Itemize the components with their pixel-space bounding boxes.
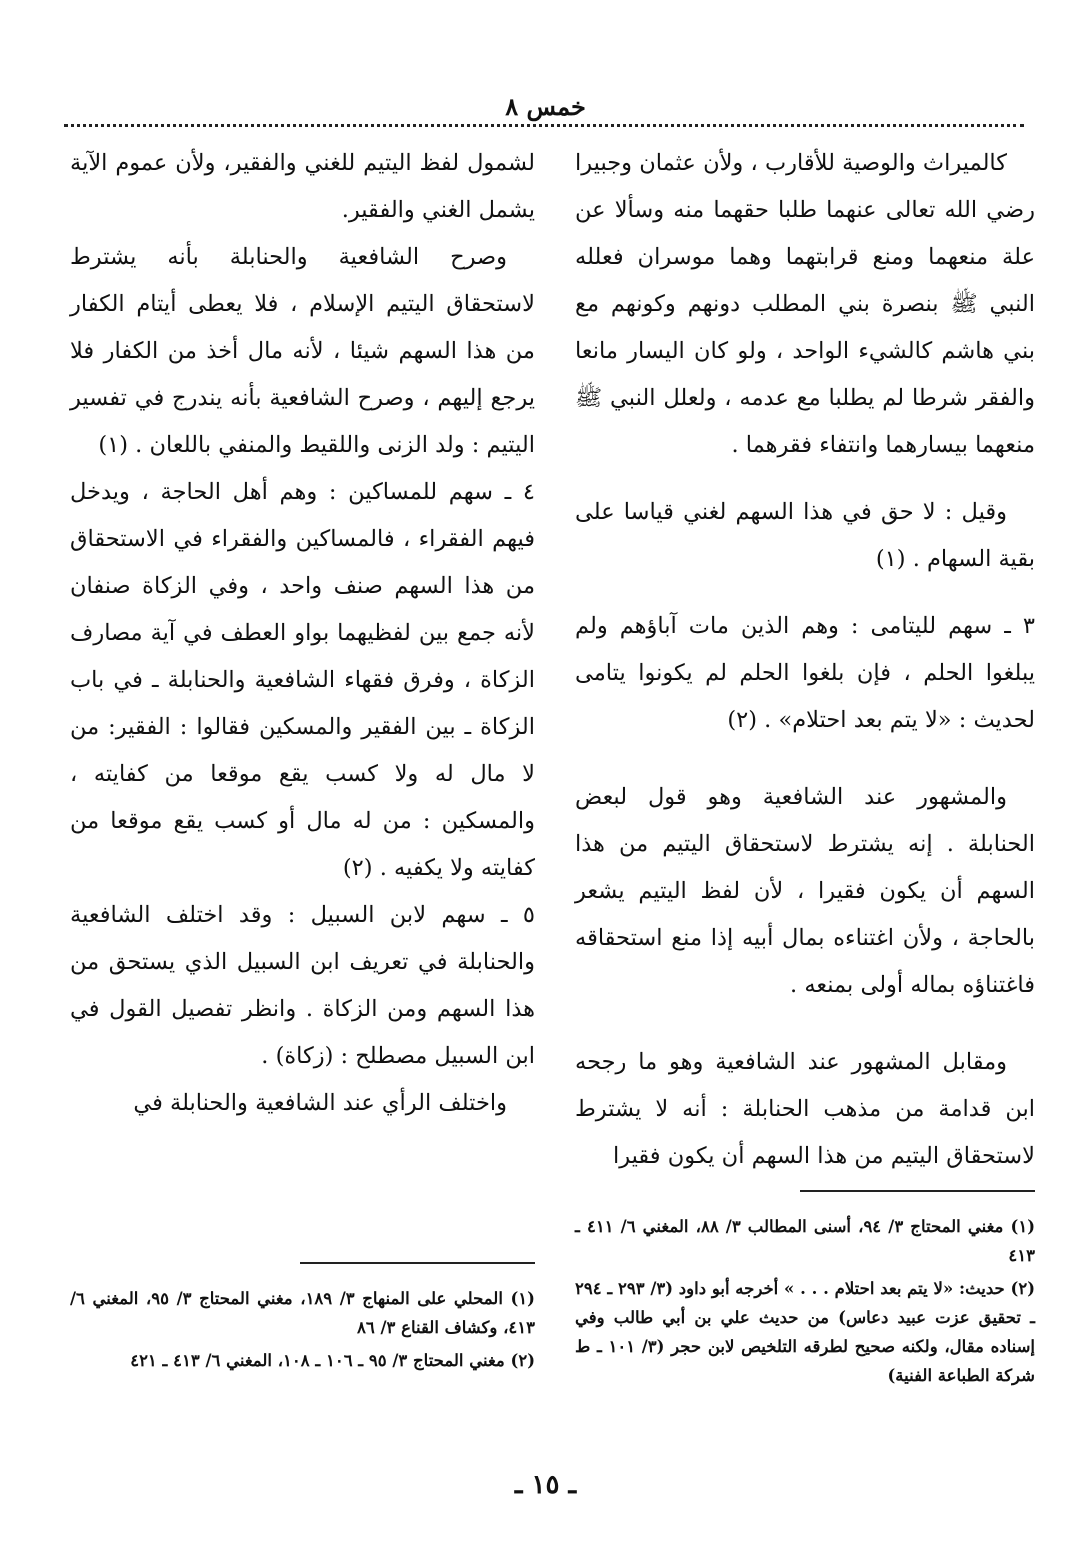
right-paragraph-3: ٣ ـ سهم لليتامى : وهم الذين مات آباؤهم ولم يبلغوا الحلم ، فإن بلغوا الحلم لم يكونوا يتامى لحديث : «لا يتم بعد احتلام» . (٢) <box>575 613 1035 733</box>
right-footnote-1: (١) مغني المحتاج ٣/ ٩٤، أسنى المطالب ٣/ ٨٨، المغني ٦/ ٤١١ ـ ٤١٣ <box>575 1217 1035 1265</box>
right-footnotes <box>575 1212 1035 1394</box>
right-footnote-2: (٢) حديث: «لا يتم بعد احتلام . . . » أخرجه أبو داود (٣/ ٢٩٣ ـ ٢٩٤ ـ تحقيق عزت عبيد دعاس) من حديث علي بن أبي طالب وفي إسناده مقال، ولكنه صحيح لطرقه التلخيص لابن حجر (٣/ ١٠١ ـ ط شركة الطباعة الفنية) <box>575 1279 1035 1385</box>
page-number: ـ ١٥ ـ <box>514 1470 577 1500</box>
left-footnotes <box>70 1284 535 1379</box>
left-paragraph-5: واختلف الرأي عند الشافعية والحنابلة في <box>133 1090 507 1116</box>
left-column <box>70 140 535 1127</box>
right-paragraph-5: ومقابل المشهور عند الشافعية وهو ما رجحه ابن قدامة من مذهب الحنابلة : أنه لا يشترط لاستحقاق اليتيم من هذا السهم أن يكون فقيرا <box>575 1049 1035 1169</box>
right-paragraph-4: والمشهور عند الشافعية وهو قول لبعض الحنابلة . إنه يشترط لاستحقاق اليتيم من هذا السهم أن يكون فقيرا ، لأن لفظ اليتيم يشعر بالحاجة ، ولأن اغتناءه بمال أبيه إذا منع استحقاقه فاغتناؤه بماله أولى بمنعه . <box>575 784 1035 998</box>
left-footnote-1: (١) المحلي على المنهاج ٣/ ١٨٩، مغني المحتاج ٣/ ٩٥، المغني ٦/ ٤١٣، وكشاف القناع ٣/ ٨٦ <box>70 1289 535 1337</box>
right-paragraph-1: كالميراث والوصية للأقارب ، ولأن عثمان وجبيرا رضي الله تعالى عنهما طلبا حقهما منه وسألا عن علة منعهما ومنع قرابتهما وهما موسران فعلله النبي ﷺ بنصرة بني المطلب دونهم وكونهم مع بني هاشم كالشيء الواحد ، ولو كان اليسار مانعا والفقر شرطا لم يطلبا مع عدمه ، ولعلل النبي ﷺ منعهما بيسارهما وانتفاء فقرهما . <box>575 150 1035 458</box>
header-dotted-rule <box>64 124 1024 127</box>
left-footnote-rule <box>300 1262 535 1264</box>
left-paragraph-3: ٤ ـ سهم للمساكين : وهم أهل الحاجة ، ويدخل فيهم الفقراء ، فالمساكين والفقراء في الاستحقاق من هذا السهم صنف واحد ، وفي الزكاة صنفان لأنه جمع بين لفظيهما بواو العطف في آية مصارف الزكاة ، وفرق فقهاء الشافعية والحنابلة ـ في باب الزكاة ـ بين الفقير والمسكين فقالوا : الفقير: من لا مال له ولا كسب يقع موقعا من كفايته ، والمسكين : من له مال أو كسب يقع موقعا من كفايته ولا يكفيه . (٢) <box>70 479 535 881</box>
right-footnote-rule <box>800 1190 1035 1192</box>
left-paragraph-2: وصرح الشافعية والحنابلة بأنه يشترط لاستحقاق اليتيم الإسلام ، فلا يعطى أيتام الكفار من هذا السهم شيئا ، لأنه مال أخذ من الكفار فلا يرجع إليهم ، وصرح الشافعية بأنه يندرج في تفسير اليتيم : ولد الزنى واللقيط والمنفي باللعان . (١) <box>70 244 535 458</box>
left-paragraph-1: لشمول لفظ اليتيم للغني والفقير، ولأن عموم الآية يشمل الغني والفقير. <box>70 150 535 223</box>
left-paragraph-4: ٥ ـ سهم لابن السبيل : وقد اختلف الشافعية والحنابلة في تعريف ابن السبيل الذي يستحق من هذا السهم ومن الزكاة . وانظر تفصيل القول في ابن السبيل مصطلح : (زكاة) . <box>70 902 535 1069</box>
right-paragraph-2: وقيل : لا حق في هذا السهم لغني قياسا على بقية السهام . (١) <box>575 499 1035 572</box>
left-footnote-2: (٢) مغني المحتاج ٣/ ٩٥ ـ ١٠٦ ـ ١٠٨، المغني ٦/ ٤١٣ ـ ٤٢١ <box>130 1351 535 1370</box>
right-column <box>575 140 1035 1180</box>
page-header-title: خمس ٨ <box>505 92 586 121</box>
